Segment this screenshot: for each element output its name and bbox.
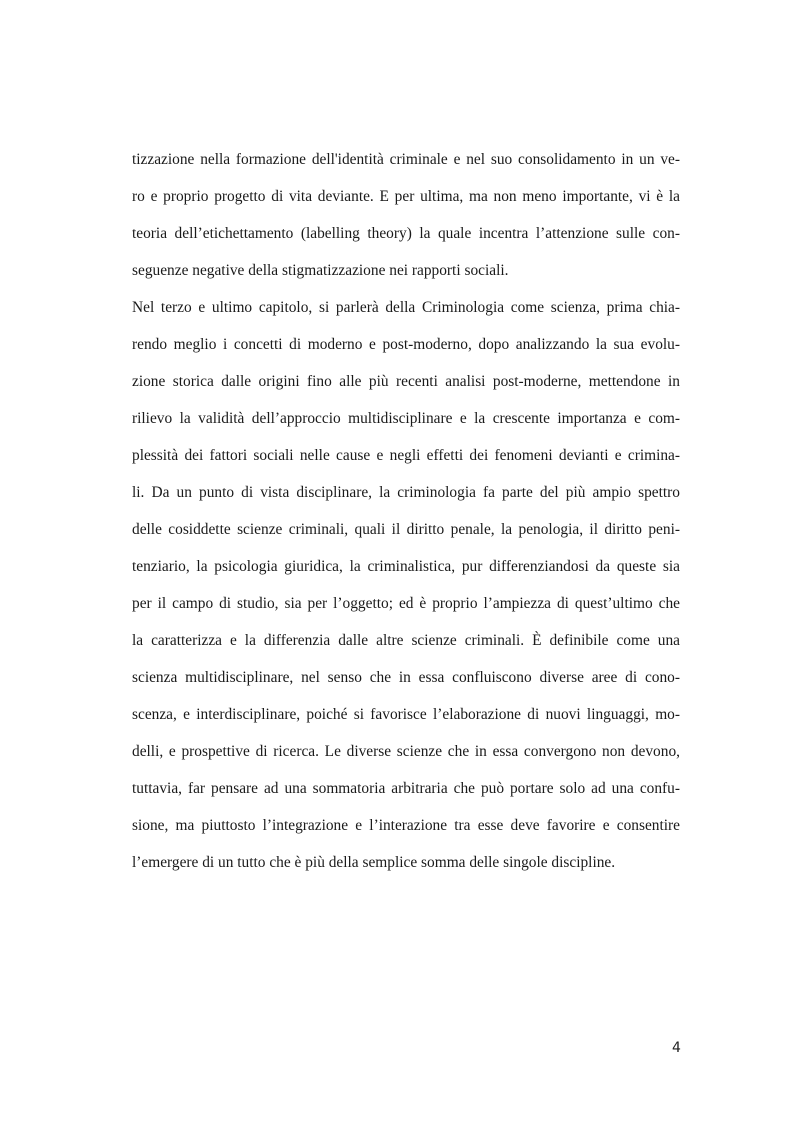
text-line: Nel terzo e ultimo capitolo, si parlerà della Criminologia come scienza, prima chia- — [132, 299, 680, 316]
text-line: tuttavia, far pensare ad una sommatoria arbitraria che può portare solo ad una confu- — [132, 780, 680, 797]
text-line: tizzazione nella formazione dell'identità criminale e nel suo consolidamento in un ve- — [132, 151, 680, 168]
text-line: teoria dell’etichettamento (labelling theory) la quale incentra l’attenzione sulle con- — [132, 225, 680, 242]
body-text — [132, 146, 680, 886]
text-line: scenza, e interdisciplinare, poiché si favorisce l’elaborazione di nuovi linguaggi, mo- — [132, 706, 680, 723]
text-line: tenziario, la psicologia giuridica, la criminalistica, pur differenziandosi da queste sia — [132, 558, 680, 575]
text-line: scienza multidisciplinare, nel senso che in essa confluiscono diverse aree di cono- — [132, 669, 680, 686]
text-line: rilievo la validità dell’approccio multidisciplinare e la crescente importanza e com- — [132, 410, 680, 427]
text-line: delle cosiddette scienze criminali, quali il diritto penale, la penologia, il diritto peni- — [132, 521, 680, 538]
text-line: ro e proprio progetto di vita deviante. E per ultima, ma non meno importante, vi è la — [132, 188, 680, 205]
text-line: l’emergere di un tutto che è più della semplice somma delle singole discipline. — [132, 854, 616, 871]
text-line: plessità dei fattori sociali nelle cause e negli effetti dei fenomeni devianti e crimina- — [132, 447, 680, 464]
text-line: li. Da un punto di vista disciplinare, la criminologia fa parte del più ampio spettro — [132, 484, 680, 501]
text-line: la caratterizza e la differenzia dalle altre scienze criminali. È definibile come una — [132, 632, 680, 649]
text-line: sione, ma piuttosto l’integrazione e l’interazione tra esse deve favorire e consentire — [132, 817, 680, 834]
text-line: delli, e prospettive di ricerca. Le diverse scienze che in essa convergono non devono, — [132, 743, 680, 760]
text-line: zione storica dalle origini fino alle più recenti analisi post-moderne, mettendone in — [132, 373, 680, 390]
text-line: rendo meglio i concetti di moderno e post-moderno, dopo analizzando la sua evolu- — [132, 336, 680, 353]
page-number: 4 — [672, 1040, 681, 1056]
text-line: seguenze negative della stigmatizzazione nei rapporti sociali. — [132, 262, 509, 279]
text-line: per il campo di studio, sia per l’oggetto; ed è proprio l’ampiezza di quest’ultimo che — [132, 595, 680, 612]
